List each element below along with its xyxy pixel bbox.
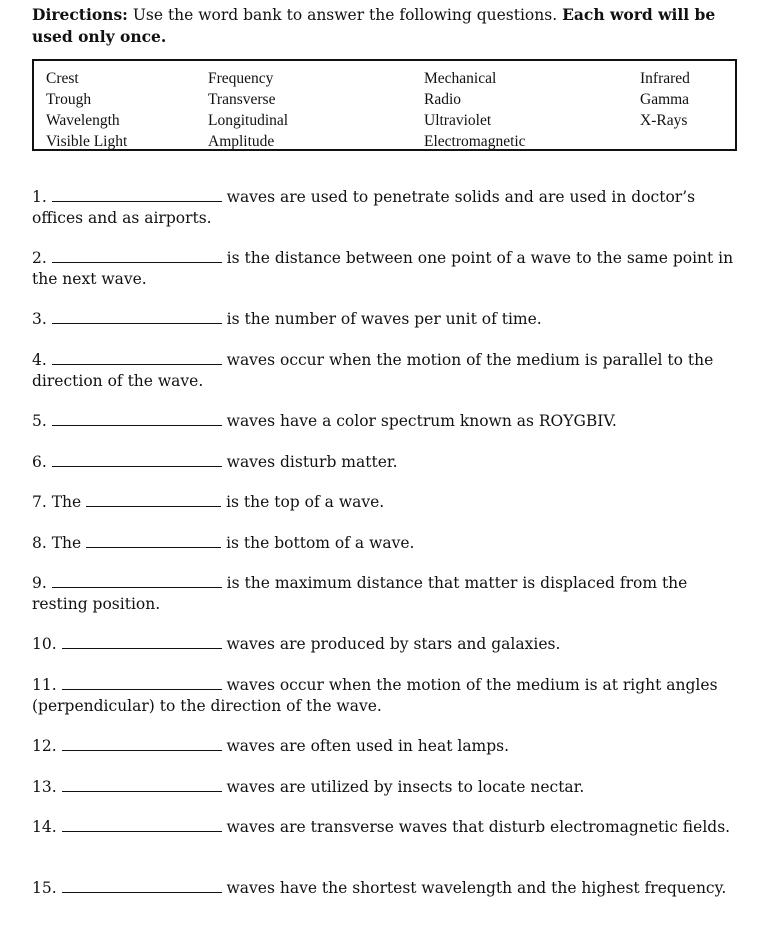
word-bank-word: Crest bbox=[46, 70, 79, 87]
question-number: 3. bbox=[32, 310, 47, 328]
word-bank-column bbox=[640, 68, 690, 131]
question-text: is the top of a wave. bbox=[226, 493, 385, 511]
answer-blank[interactable] bbox=[52, 248, 222, 263]
directions bbox=[32, 4, 752, 48]
question-text: waves occur when the motion of the medium is at right angles (perpendicular) to the direction of the wave. bbox=[32, 676, 718, 715]
question-number: 9. bbox=[32, 574, 47, 592]
question bbox=[32, 533, 744, 554]
question-text: waves are transverse waves that disturb electromagnetic fields. bbox=[226, 818, 731, 836]
answer-blank[interactable] bbox=[52, 573, 222, 588]
question-text: waves are utilized by insects to locate nectar. bbox=[226, 778, 585, 796]
question-number: 12. bbox=[32, 737, 57, 755]
word-bank-word: Mechanical bbox=[424, 70, 497, 87]
answer-blank[interactable] bbox=[62, 675, 222, 690]
directions-text: Use the word bank to answer the following questions. bbox=[127, 6, 563, 24]
question bbox=[32, 492, 744, 513]
question-number: 14. bbox=[32, 818, 57, 836]
word-bank-word: Longitudinal bbox=[208, 112, 289, 129]
word-bank bbox=[32, 59, 737, 151]
question bbox=[32, 452, 744, 473]
question-number: 10. bbox=[32, 635, 57, 653]
word-bank-word: Infrared bbox=[640, 70, 690, 87]
answer-blank[interactable] bbox=[52, 452, 222, 467]
question bbox=[32, 777, 744, 798]
answer-blank[interactable] bbox=[52, 187, 222, 202]
question-number: 8. The bbox=[32, 534, 82, 552]
question-text: waves disturb matter. bbox=[226, 453, 398, 471]
question bbox=[32, 675, 744, 716]
question bbox=[32, 187, 744, 228]
question bbox=[32, 248, 744, 289]
word-bank-word: Visible Light bbox=[46, 133, 128, 150]
answer-blank[interactable] bbox=[62, 736, 222, 751]
question-number: 6. bbox=[32, 453, 47, 471]
question-text: waves occur when the motion of the medium is parallel to the direction of the wave. bbox=[32, 351, 714, 390]
word-bank-word: Gamma bbox=[640, 91, 690, 108]
answer-blank[interactable] bbox=[62, 634, 222, 649]
word-bank-column bbox=[208, 68, 288, 152]
question bbox=[32, 350, 744, 391]
answer-blank[interactable] bbox=[86, 533, 221, 548]
word-bank-word: Frequency bbox=[208, 70, 274, 87]
directions-label: Directions: bbox=[32, 5, 128, 24]
question bbox=[32, 411, 744, 432]
word-bank-column bbox=[46, 68, 127, 152]
question-text: waves are often used in heat lamps. bbox=[226, 737, 510, 755]
question-number: 2. bbox=[32, 249, 47, 267]
answer-blank[interactable] bbox=[62, 878, 222, 893]
question-number: 11. bbox=[32, 676, 57, 694]
question-number: 5. bbox=[32, 412, 47, 430]
question-text: waves are produced by stars and galaxies. bbox=[226, 635, 561, 653]
question-text: waves have a color spectrum known as ROYGBIV. bbox=[226, 412, 617, 430]
word-bank-word: Ultraviolet bbox=[424, 112, 492, 129]
question-text: waves are used to penetrate solids and are used in doctor’s offices and as airports. bbox=[32, 188, 696, 227]
answer-blank[interactable] bbox=[52, 350, 222, 365]
question-text: is the distance between one point of a wave to the same point in the next wave. bbox=[32, 249, 734, 288]
word-bank-word: Radio bbox=[424, 91, 462, 108]
word-bank-word: Electromagnetic bbox=[424, 133, 526, 150]
question-text: is the bottom of a wave. bbox=[226, 534, 415, 552]
question bbox=[32, 573, 744, 614]
question bbox=[32, 817, 744, 838]
question bbox=[32, 736, 744, 757]
word-bank-word: Transverse bbox=[208, 91, 276, 108]
question bbox=[32, 634, 744, 655]
question-number: 4. bbox=[32, 351, 47, 369]
question-text: is the maximum distance that matter is displaced from the resting position. bbox=[32, 574, 688, 613]
answer-blank[interactable] bbox=[62, 817, 222, 832]
word-bank-column bbox=[424, 68, 526, 152]
word-bank-word: Amplitude bbox=[208, 133, 275, 150]
question-number: 7. The bbox=[32, 493, 82, 511]
word-bank-word: Trough bbox=[46, 91, 92, 108]
word-bank-word: X-Rays bbox=[640, 112, 688, 129]
question-number: 13. bbox=[32, 778, 57, 796]
answer-blank[interactable] bbox=[86, 492, 221, 507]
question bbox=[32, 878, 744, 899]
question-text: is the number of waves per unit of time. bbox=[226, 310, 542, 328]
question-text: waves have the shortest wavelength and the highest frequency. bbox=[226, 879, 727, 897]
answer-blank[interactable] bbox=[52, 411, 222, 426]
question-number: 15. bbox=[32, 879, 57, 897]
directions-emphasis: Each word will be used only once. bbox=[32, 5, 716, 46]
answer-blank[interactable] bbox=[62, 777, 222, 792]
question-number: 1. bbox=[32, 188, 47, 206]
answer-blank[interactable] bbox=[52, 309, 222, 324]
question bbox=[32, 309, 744, 330]
word-bank-word: Wavelength bbox=[46, 112, 120, 129]
